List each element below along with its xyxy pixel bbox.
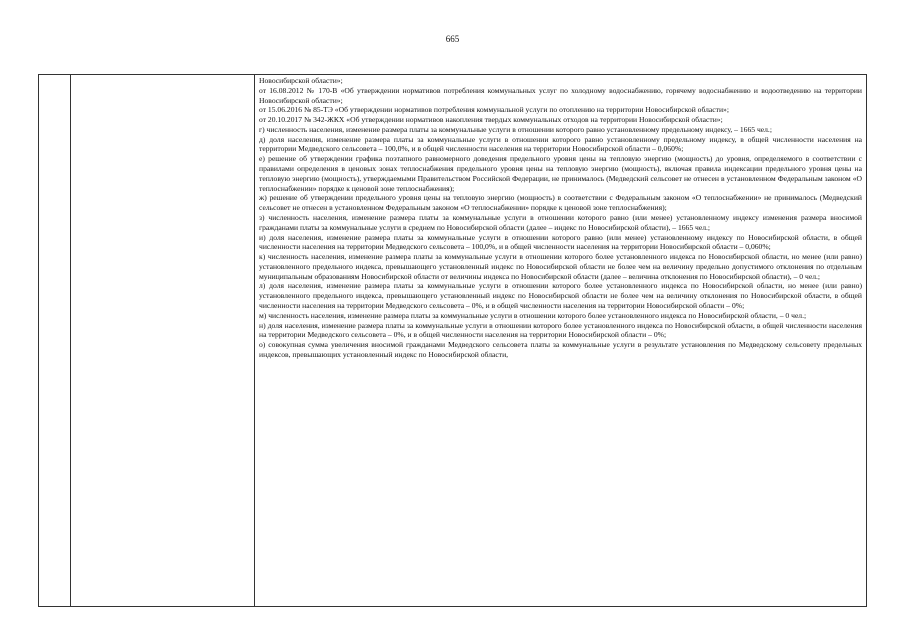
paragraph: и) доля населения, изменение размера платы за коммунальные услуги в отношении которого равно (или менее) установленному индексу по Новосибирской области, в общей численности населения на территории Медведского сельсовета – 100,0%, и в общей численности населения на территории Новосибирской области – 0,060%;: [259, 232, 862, 252]
paragraph: от 20.10.2017 № 342-ЖКХ «Об утверждении нормативов накопления твердых коммунальных отходов на территории Новосибирской области»;: [259, 115, 723, 125]
paragraph: м) численность населения, изменение размера платы за коммунальные услуги в отношении которого более установленного индекса по Новосибирской области, – 0 чел.;: [259, 310, 807, 320]
document-table: [38, 74, 867, 607]
table-row: [39, 75, 867, 607]
paragraph: ж) решение об утверждении предельного уровня цены на тепловую энергию (мощность) в соответствии с Федеральным законом «О теплоснабжении» не принималось (Медведский сельсовет не отнесен в установленном Федеральным законом «О теплоснабжении» порядке к ценовой зоне теплоснабжения);: [259, 193, 862, 213]
page-number: 665: [445, 34, 460, 44]
paragraph: к) численность населения, изменение размера платы за коммунальные услуги в отношении которого более установленного индекса по Новосибирской области, но менее (или равно) установленного предельного индекса, превышающего установленный индекс по Новосибирской области не более чем на величину предельно допустимого отклонения по отдельным муниципальным образованиям Новосибирской области от величины индекса по Новосибирской области (далее – величина отклонения по Новосибирской области), – 0 чел.;: [259, 252, 862, 281]
paragraph: е) решение об утверждении графика поэтапного равномерного доведения предельного уровня цены на тепловую энергию (мощность) до уровня, определяемого в соответствии с правилами определения в ценовых зонах теплоснабжения предельного уровня цены на тепловую энергию (мощность), включая правила индексации предельного уровня цены на тепловую энергию (мощность), утверждаемыми Правительством Российской Федерации, не принималось (Медведский сельсовет не отнесен в установленном Федеральным законом «О теплоснабжении» порядке к ценовой зоне теплоснабжения);: [259, 154, 862, 193]
paragraph: л) доля населения, изменение размера платы за коммунальные услуги в отношении которого более установленного индекса по Новосибирской области, но менее (или равно) установленного предельного индекса, превышающего установленный индекс по Новосибирской области не более чем на величину отклонения по Новосибирской области, в общей численности населения на территории Медведского сельсовета – 0%, и в общей численности населения на территории Новосибирской области – 0%;: [259, 281, 862, 310]
table-cell-number: [39, 75, 71, 607]
paragraph: г) численность населения, изменение размера платы за коммунальные услуги в отношении которого равно установленному предельному индексу, – 1665 чел.;: [259, 124, 772, 134]
paragraph: н) доля населения, изменение размера платы за коммунальные услуги в отношении которого более установленного индекса по Новосибирской области, в общей численности населения на территории Медведского сельсовета – 0%, и в общей численности населения на территории Новосибирской области – 0%;: [259, 320, 862, 340]
paragraph: от 15.06.2016 № 85-ТЭ «Об утверждении нормативов потребления коммунальной услуги по отоплению на территории Новосибирской области»;: [259, 105, 729, 115]
table-cell-text: [255, 75, 867, 607]
paragraph: о) совокупная сумма увеличения вносимой гражданами Медведского сельсовета платы за коммунальные услуги в результате установления по Медведскому сельсовету предельных индексов, превышающих установленный индекс по Новосибирской области,: [259, 340, 862, 359]
paragraph: Новосибирской области»;: [259, 76, 343, 85]
paragraph: д) доля населения, изменение размера платы за коммунальные услуги в отношении которого равно установленному предельному индексу, в общей численности населения на территории Медведского сельсовета – 100,0%, и в общей численности населения на территории Новосибирской области – 0,060%;: [259, 134, 862, 154]
paragraph: от 16.08.2012 № 170-В «Об утверждении нормативов потребления коммунальных услуг по холодному водоснабжению, горячему водоснабжению и водоотведению на территории Новосибирской области»;: [259, 85, 862, 105]
paragraph: з) численность населения, изменение размера платы за коммунальные услуги в отношении которого равно (или менее) установленному индексу изменения размера вносимой гражданами платы за коммунальные услуги в среднем по Новосибирской области (далее – индекс по Новосибирской области), – 1665 чел.;: [259, 212, 862, 232]
table-cell-title: [71, 75, 255, 607]
